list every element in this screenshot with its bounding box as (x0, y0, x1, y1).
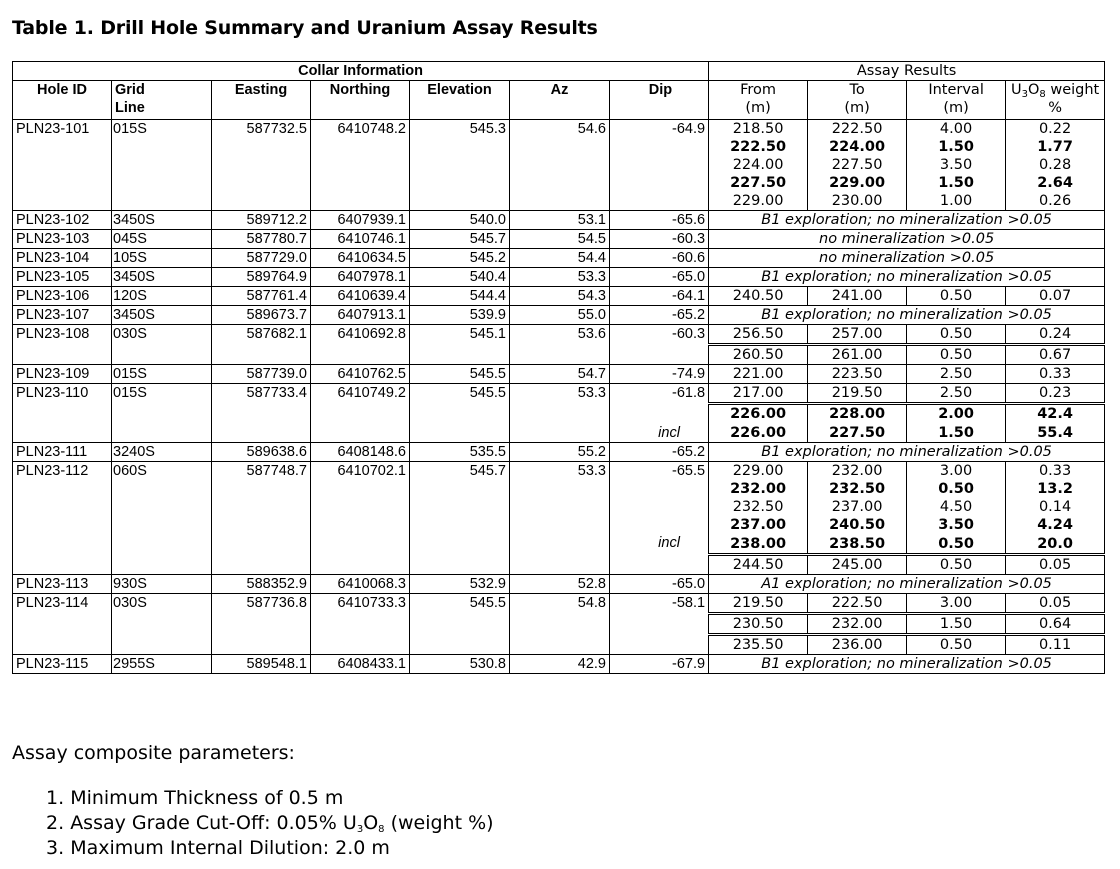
table-row (13, 655, 1105, 674)
table-row (13, 325, 1105, 345)
note-number: 2. (46, 812, 65, 834)
grade-cell: 55.4 (1006, 424, 1105, 443)
hole-id-cell: PLN23-111 (13, 443, 112, 462)
grid-line-cell: 015S (112, 120, 212, 211)
col-to-2: (m) (844, 100, 870, 116)
grade-cell: 0.11 (1006, 635, 1105, 655)
northing-cell: 6410692.8 (311, 325, 410, 365)
grid-line-cell: 3450S (112, 211, 212, 230)
table-row (13, 120, 1105, 139)
grade-sub-8: 8 (1039, 89, 1046, 100)
dip-spacer (613, 406, 705, 424)
col-interval (907, 81, 1006, 120)
easting-cell: 587739.0 (212, 365, 311, 384)
interval-cell: 0.50 (907, 325, 1006, 345)
table-row (13, 594, 1105, 614)
grade-cell: 1.77 (1006, 138, 1105, 156)
grid-line-cell: 030S (112, 325, 212, 365)
col-from-1: From (740, 82, 777, 98)
notes-list (46, 786, 494, 861)
grid-line-cell: 3450S (112, 268, 212, 287)
az-cell: 53.3 (510, 268, 610, 287)
dip-cell: -65.0 (610, 575, 709, 594)
from-cell: 256.50 (709, 325, 808, 345)
elevation-cell: 539.9 (410, 306, 510, 325)
dip-cell: -65.2 (610, 443, 709, 462)
note-text: O (363, 812, 379, 834)
interval-cell: 3.50 (907, 516, 1006, 534)
northing-cell: 6410762.5 (311, 365, 410, 384)
elevation-cell: 535.5 (410, 443, 510, 462)
col-interval-1: Interval (928, 82, 984, 98)
easting-cell: 587733.4 (212, 384, 311, 443)
note-number: 3. (46, 837, 65, 859)
col-to-1: To (849, 82, 865, 98)
interval-cell: 1.50 (907, 424, 1006, 443)
to-cell: 238.50 (808, 535, 907, 555)
to-cell: 219.50 (808, 384, 907, 404)
easting-cell: 587748.7 (212, 462, 311, 575)
hole-id-cell: PLN23-105 (13, 268, 112, 287)
grade-cell: 0.28 (1006, 156, 1105, 174)
from-cell: 238.00 (709, 535, 808, 555)
az-cell: 54.7 (510, 365, 610, 384)
col-easting: Easting (212, 81, 311, 120)
hole-id-cell: PLN23-115 (13, 655, 112, 674)
northing-cell: 6407913.1 (311, 306, 410, 325)
from-cell: 218.50 (709, 120, 808, 139)
az-cell: 55.2 (510, 443, 610, 462)
col-elevation: Elevation (410, 81, 510, 120)
grid-line-cell: 3240S (112, 443, 212, 462)
dip-wrapper (613, 462, 705, 574)
grade-cell: 0.05 (1006, 554, 1105, 574)
from-cell: 224.00 (709, 156, 808, 174)
grid-line-cell: 3450S (112, 306, 212, 325)
hole-id-cell: PLN23-103 (13, 230, 112, 249)
notes-heading: Assay composite parameters: (12, 742, 295, 764)
no-mineralization-note: no mineralization >0.05 (709, 249, 1105, 268)
col-grid-line-1: Grid (115, 82, 145, 98)
to-cell: 222.50 (808, 120, 907, 139)
easting-cell: 589673.7 (212, 306, 311, 325)
to-cell: 241.00 (808, 287, 907, 306)
grid-line-cell: 030S (112, 594, 212, 655)
northing-cell: 6410702.1 (311, 462, 410, 575)
col-grid-line-2: Line (115, 100, 145, 116)
hole-id-cell: PLN23-102 (13, 211, 112, 230)
from-cell: 226.00 (709, 404, 808, 424)
easting-cell: 588352.9 (212, 575, 311, 594)
from-cell: 219.50 (709, 594, 808, 614)
az-cell: 54.6 (510, 120, 610, 211)
hole-id-cell: PLN23-101 (13, 120, 112, 211)
grid-line-cell: 2955S (112, 655, 212, 674)
grade-cell: 13.2 (1006, 480, 1105, 498)
drill-hole-table (12, 61, 1105, 674)
elevation-cell: 545.7 (410, 230, 510, 249)
az-cell: 53.6 (510, 325, 610, 365)
easting-cell: 589638.6 (212, 443, 311, 462)
northing-cell: 6407978.1 (311, 268, 410, 287)
easting-cell: 589764.9 (212, 268, 311, 287)
table-row (13, 268, 1105, 287)
from-cell: 240.50 (709, 287, 808, 306)
interval-cell: 1.50 (907, 614, 1006, 635)
note-item (46, 786, 494, 811)
grid-line-cell: 930S (112, 575, 212, 594)
elevation-cell: 545.7 (410, 462, 510, 575)
dip-cell: -64.9 (610, 120, 709, 211)
from-cell: 217.00 (709, 384, 808, 404)
from-cell: 226.00 (709, 424, 808, 443)
from-cell: 244.50 (709, 554, 808, 574)
dip-wrapper (613, 384, 705, 442)
interval-cell: 0.50 (907, 554, 1006, 574)
grade-cell: 0.05 (1006, 594, 1105, 614)
to-cell: 232.00 (808, 614, 907, 635)
elevation-cell: 545.2 (410, 249, 510, 268)
from-cell: 221.00 (709, 365, 808, 384)
interval-cell: 3.00 (907, 594, 1006, 614)
col-interval-2: (m) (943, 100, 969, 116)
interval-cell: 1.50 (907, 138, 1006, 156)
interval-cell: 0.50 (907, 535, 1006, 555)
grade-cell: 0.07 (1006, 287, 1105, 306)
table-row (13, 287, 1105, 306)
to-cell: 222.50 (808, 594, 907, 614)
hole-id-cell: PLN23-110 (13, 384, 112, 443)
easting-cell: 587736.8 (212, 594, 311, 655)
table-row (13, 575, 1105, 594)
az-cell: 54.4 (510, 249, 610, 268)
table-title: Table 1. Drill Hole Summary and Uranium Assay Results (12, 17, 598, 39)
from-cell: 227.50 (709, 174, 808, 192)
dip-cell: -64.1 (610, 287, 709, 306)
az-cell: 53.3 (510, 384, 610, 443)
to-cell: 240.50 (808, 516, 907, 534)
to-cell: 227.50 (808, 156, 907, 174)
hole-id-cell: PLN23-109 (13, 365, 112, 384)
grid-line-cell: 120S (112, 287, 212, 306)
hole-id-cell: PLN23-114 (13, 594, 112, 655)
col-from-2: (m) (745, 100, 771, 116)
grade-cell: 0.23 (1006, 384, 1105, 404)
note-text: Assay Grade Cut-Off: 0.05% U (70, 812, 357, 834)
grid-line-cell: 045S (112, 230, 212, 249)
az-cell: 52.8 (510, 575, 610, 594)
az-cell: 42.9 (510, 655, 610, 674)
dip-spacer (613, 480, 705, 498)
note-text: (weight %) (384, 812, 494, 834)
hole-id-cell: PLN23-112 (13, 462, 112, 575)
col-to (808, 81, 907, 120)
col-grade-2: % (1048, 100, 1062, 116)
elevation-cell: 545.3 (410, 120, 510, 211)
col-az: Az (510, 81, 610, 120)
grade-cell: 0.33 (1006, 365, 1105, 384)
to-cell: 257.00 (808, 325, 907, 345)
interval-cell: 0.50 (907, 345, 1006, 365)
az-cell: 55.0 (510, 306, 610, 325)
from-cell: 232.50 (709, 498, 808, 516)
table-row (13, 306, 1105, 325)
grade-o: O (1027, 82, 1040, 98)
no-mineralization-note: A1 exploration; no mineralization >0.05 (709, 575, 1105, 594)
dip-value: -61.8 (672, 385, 706, 401)
interval-cell: 2.50 (907, 365, 1006, 384)
dip-cell: -67.9 (610, 655, 709, 674)
assay-results-header: Assay Results (709, 62, 1105, 81)
grade-u: U (1010, 82, 1022, 98)
grade-cell: 0.24 (1006, 325, 1105, 345)
northing-cell: 6410748.2 (311, 120, 410, 211)
dip-cell: -65.0 (610, 268, 709, 287)
az-cell: 54.8 (510, 594, 610, 655)
hole-id-cell: PLN23-104 (13, 249, 112, 268)
to-cell: 230.00 (808, 192, 907, 211)
no-mineralization-note: B1 exploration; no mineralization >0.05 (709, 211, 1105, 230)
northing-cell: 6407939.1 (311, 211, 410, 230)
easting-cell: 589548.1 (212, 655, 311, 674)
col-hole-id: Hole ID (13, 81, 112, 120)
elevation-cell: 540.0 (410, 211, 510, 230)
table-row (13, 462, 1105, 481)
grade-cell: 42.4 (1006, 404, 1105, 424)
elevation-cell: 545.1 (410, 325, 510, 365)
interval-cell: 4.50 (907, 498, 1006, 516)
dip-cell: -60.3 (610, 230, 709, 249)
easting-cell: 589712.2 (212, 211, 311, 230)
hole-id-cell: PLN23-113 (13, 575, 112, 594)
from-cell: 229.00 (709, 462, 808, 481)
to-cell: 261.00 (808, 345, 907, 365)
dip-cell (610, 462, 709, 575)
col-northing: Northing (311, 81, 410, 120)
note-text: Maximum Internal Dilution: 2.0 m (70, 837, 390, 859)
from-cell: 230.50 (709, 614, 808, 635)
no-mineralization-note: B1 exploration; no mineralization >0.05 (709, 655, 1105, 674)
northing-cell: 6410746.1 (311, 230, 410, 249)
northing-cell: 6410733.3 (311, 594, 410, 655)
to-cell: 237.00 (808, 498, 907, 516)
no-mineralization-note: B1 exploration; no mineralization >0.05 (709, 306, 1105, 325)
dip-cell: -58.1 (610, 594, 709, 655)
easting-cell: 587732.5 (212, 120, 311, 211)
grade-weight: weight (1045, 82, 1100, 98)
grid-line-cell: 060S (112, 462, 212, 575)
from-cell: 237.00 (709, 516, 808, 534)
elevation-cell: 545.5 (410, 594, 510, 655)
to-cell: 236.00 (808, 635, 907, 655)
collar-information-header: Collar Information (13, 62, 709, 81)
hole-id-cell: PLN23-108 (13, 325, 112, 365)
note-sub: 8 (378, 824, 385, 835)
incl-label: incl (658, 425, 680, 441)
interval-cell: 1.00 (907, 192, 1006, 211)
grade-sub-3: 3 (1021, 89, 1028, 100)
grade-cell: 0.14 (1006, 498, 1105, 516)
dip-cell: -60.6 (610, 249, 709, 268)
easting-cell: 587729.0 (212, 249, 311, 268)
col-grade-1 (1009, 81, 1101, 99)
northing-cell: 6410749.2 (311, 384, 410, 443)
table-row (13, 230, 1105, 249)
grade-cell: 0.33 (1006, 462, 1105, 481)
dip-spacer (613, 516, 705, 534)
grid-line-cell: 015S (112, 384, 212, 443)
easting-cell: 587761.4 (212, 287, 311, 306)
no-mineralization-note: B1 exploration; no mineralization >0.05 (709, 268, 1105, 287)
col-dip: Dip (610, 81, 709, 120)
to-cell: 227.50 (808, 424, 907, 443)
dip-spacer (613, 498, 705, 516)
from-cell: 229.00 (709, 192, 808, 211)
dip-cell: -60.3 (610, 325, 709, 365)
grade-cell: 0.26 (1006, 192, 1105, 211)
interval-cell: 1.50 (907, 174, 1006, 192)
interval-cell: 3.00 (907, 462, 1006, 481)
from-cell: 232.00 (709, 480, 808, 498)
interval-cell: 0.50 (907, 635, 1006, 655)
interval-cell: 0.50 (907, 287, 1006, 306)
col-grade (1006, 81, 1105, 120)
northing-cell: 6408148.6 (311, 443, 410, 462)
northing-cell: 6410068.3 (311, 575, 410, 594)
incl-label: incl (658, 535, 680, 551)
easting-cell: 587682.1 (212, 325, 311, 365)
table-row (13, 211, 1105, 230)
northing-cell: 6410639.4 (311, 287, 410, 306)
from-cell: 222.50 (709, 138, 808, 156)
dip-spacer (613, 556, 705, 574)
to-cell: 229.00 (808, 174, 907, 192)
to-cell: 245.00 (808, 554, 907, 574)
interval-cell: 2.50 (907, 384, 1006, 404)
no-mineralization-note: B1 exploration; no mineralization >0.05 (709, 443, 1105, 462)
elevation-cell: 532.9 (410, 575, 510, 594)
elevation-cell: 544.4 (410, 287, 510, 306)
to-cell: 224.00 (808, 138, 907, 156)
elevation-cell: 545.5 (410, 384, 510, 443)
interval-cell: 0.50 (907, 480, 1006, 498)
grade-cell: 0.22 (1006, 120, 1105, 139)
grid-line-cell: 015S (112, 365, 212, 384)
to-cell: 223.50 (808, 365, 907, 384)
grade-cell: 2.64 (1006, 174, 1105, 192)
az-cell: 53.3 (510, 462, 610, 575)
from-cell: 235.50 (709, 635, 808, 655)
grade-cell: 4.24 (1006, 516, 1105, 534)
to-cell: 228.00 (808, 404, 907, 424)
dip-cell: -74.9 (610, 365, 709, 384)
hole-id-cell: PLN23-106 (13, 287, 112, 306)
hole-id-cell: PLN23-107 (13, 306, 112, 325)
note-number: 1. (46, 787, 65, 809)
dip-cell (610, 384, 709, 443)
elevation-cell: 545.5 (410, 365, 510, 384)
table-row (13, 443, 1105, 462)
note-text: Minimum Thickness of 0.5 m (70, 787, 344, 809)
az-cell: 53.1 (510, 211, 610, 230)
to-cell: 232.00 (808, 462, 907, 481)
grade-cell: 20.0 (1006, 535, 1105, 555)
table-body (13, 120, 1105, 674)
table-row (13, 249, 1105, 268)
note-sub: 3 (356, 824, 364, 835)
dip-cell: -65.2 (610, 306, 709, 325)
interval-cell: 3.50 (907, 156, 1006, 174)
col-grid-line (112, 81, 212, 120)
elevation-cell: 540.4 (410, 268, 510, 287)
interval-cell: 4.00 (907, 120, 1006, 139)
az-cell: 54.5 (510, 230, 610, 249)
grade-cell: 0.67 (1006, 345, 1105, 365)
dip-value: -65.5 (672, 463, 706, 479)
northing-cell: 6408433.1 (311, 655, 410, 674)
col-from (709, 81, 808, 120)
easting-cell: 587780.7 (212, 230, 311, 249)
no-mineralization-note: no mineralization >0.05 (709, 230, 1105, 249)
note-item (46, 811, 494, 836)
table-row (13, 365, 1105, 384)
northing-cell: 6410634.5 (311, 249, 410, 268)
note-item (46, 836, 494, 861)
grade-cell: 0.64 (1006, 614, 1105, 635)
from-cell: 260.50 (709, 345, 808, 365)
interval-cell: 2.00 (907, 404, 1006, 424)
to-cell: 232.50 (808, 480, 907, 498)
table-row (13, 384, 1105, 404)
dip-cell: -65.6 (610, 211, 709, 230)
grid-line-cell: 105S (112, 249, 212, 268)
az-cell: 54.3 (510, 287, 610, 306)
elevation-cell: 530.8 (410, 655, 510, 674)
